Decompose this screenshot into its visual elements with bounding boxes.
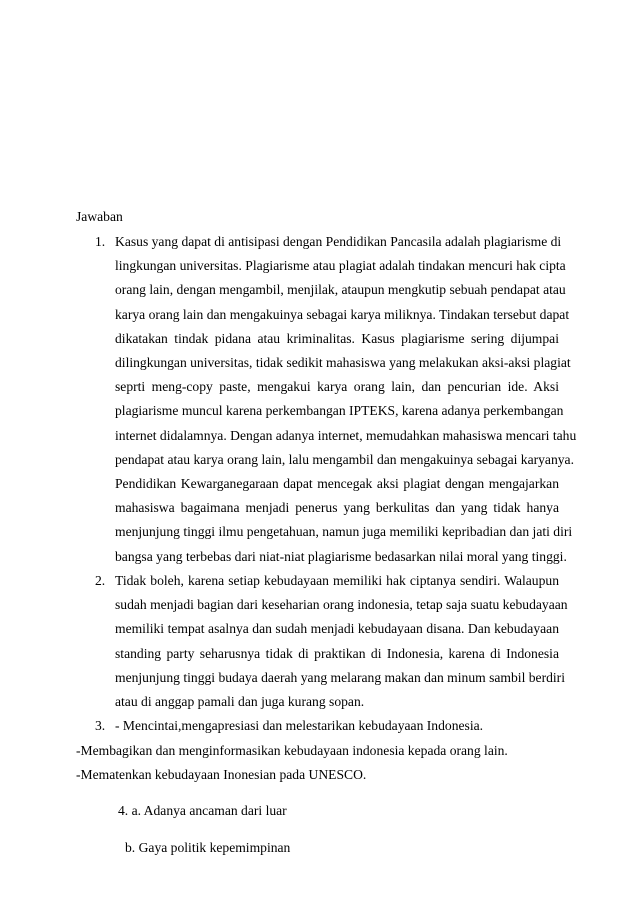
- text-line: pendapat atau karya orang lain, lalu mengambil dan mengakuinya sebagai karyanya.: [115, 451, 574, 467]
- text-line: Kasus yang dapat di antisipasi dengan Pendidikan Pancasila adalah plagiarisme di: [115, 234, 562, 249]
- item-number: 3.: [95, 718, 106, 733]
- item-text: [115, 714, 559, 738]
- item-4b: b. Gaya politik kepemimpinan: [125, 840, 291, 855]
- text-line: mahasiswa bagaimana menjadi penerus yang berkulitas dan yang tidak hanya: [115, 500, 559, 516]
- text-line: dikatakan tindak pidana atau kriminalitas. Kasus plagiarisme sering dijumpai: [115, 330, 559, 346]
- text-line: Pendidikan Kewarganegaraan dapat mencegak aksi plagiat dengan mengajarkan: [115, 476, 559, 492]
- extra-line: -Membagikan dan menginformasikan kebudayaan indonesia kepada orang lain.: [76, 743, 508, 758]
- text-line: dilingkungan universitas, tidak sedikit mahasiswa yang melakukan aksi-aksi plagiat: [115, 355, 571, 371]
- text-line: bangsa yang terbebas dari niat-niat plagiarisme bedasarkan nilai moral yang tinggi.: [115, 548, 567, 564]
- text-line: Tidak boleh, karena setiap kebudayaan memiliki hak ciptanya sendiri. Walaupun: [115, 573, 559, 588]
- item-text: [115, 569, 568, 714]
- answer-heading: Jawaban: [76, 209, 123, 224]
- text-line: plagiarisme muncul karena perkembangan IPTEKS, karena adanya perkembangan: [115, 403, 564, 419]
- text-line: internet didalamnya. Dengan adanya internet, memudahkan mahasiswa mencari tahu: [115, 427, 577, 443]
- item-number: 1.: [95, 234, 106, 249]
- text-line: karya orang lain dan mengakuinya sebagai karya miliknya. Tindakan tersebut dapat: [115, 306, 570, 322]
- item-text: [115, 230, 577, 569]
- text-line: standing party seharusnya tidak di praktikan di Indonesia, karena di Indonesia: [115, 645, 559, 661]
- item-4a: 4. a. Adanya ancaman dari luar: [118, 803, 287, 818]
- text-line: orang lain, dengan mengambil, menjilak, ataupun mengkutip sebuah pendapat atau: [115, 282, 566, 298]
- extra-line: -Mematenkan kebudayaan Inonesian pada UNESCO.: [76, 767, 367, 782]
- text-line: menjunjung tinggi budaya daerah yang melarang makan dan minum sambil berdiri: [115, 669, 565, 685]
- text-line: atau di anggap pamali dan juga kurang sopan.: [115, 694, 365, 710]
- list-item: [95, 569, 568, 714]
- text-line: menjunjung tinggi ilmu pengetahuan, namun juga memiliki kepribadian dan jati diri: [115, 524, 573, 540]
- list-item: [95, 230, 577, 569]
- text-line: seprti meng-copy paste, mengakui karya orang lain, dan pencurian ide. Aksi: [115, 379, 559, 395]
- item-number: 2.: [95, 573, 106, 588]
- text-line: - Mencintai,mengapresiasi dan melestarikan kebudayaan Indonesia.: [115, 718, 484, 733]
- list-item: [95, 714, 559, 738]
- text-line: memiliki tempat asalnya dan sudah menjadi kebudayaan disana. Dan kebudayaan: [115, 621, 559, 637]
- text-line: sudah menjadi bagian dari keseharian orang indonesia, tetap saja suatu kebudayaan: [115, 597, 568, 613]
- text-line: lingkungan universitas. Plagiarisme atau plagiat adalah tindakan mencuri hak cipta: [115, 258, 566, 274]
